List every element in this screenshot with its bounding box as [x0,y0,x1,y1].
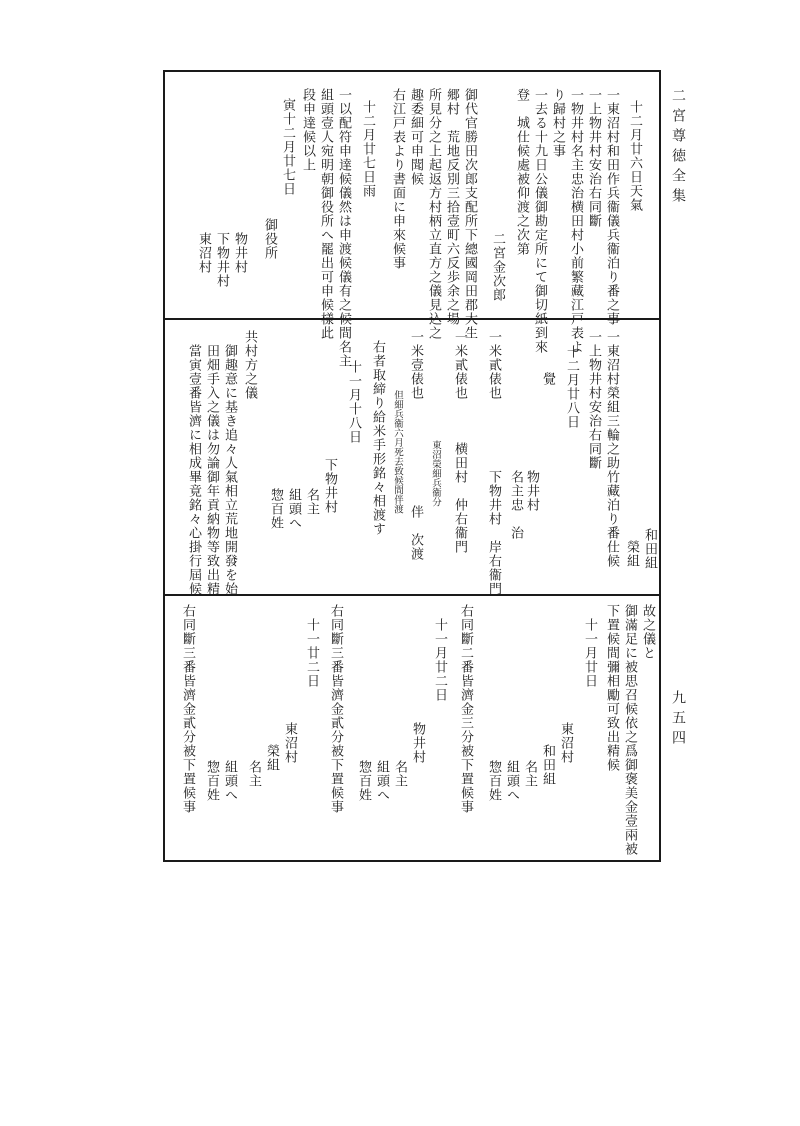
text-column: 十一月十八日 [346,360,361,444]
text-column: 一物井村名主忠治横田村小前繁藏江戸表よ [568,88,583,354]
text-column: 名主 [246,760,261,788]
text-column: 故之儀と [640,604,655,660]
text-column: 一去る十九日公儀御勘定所にて御切紙到來 [532,88,547,354]
text-column: 下物井村 [214,232,229,288]
text-column: 一上物井村安治右同斷 [586,330,601,470]
text-column: 一東沼村榮組三輪之助竹藏泊り番仕候 [604,330,619,568]
text-column: 十一月廿日 [582,618,597,688]
text-column: 右者取締り給米手形銘々相渡す [370,340,385,536]
text-column: 趣委細可申聞候 [408,88,423,186]
text-column: 十一月廿二日 [432,618,447,702]
text-column: 十二月廿七日雨 [360,100,375,198]
section-divider-1 [165,318,659,320]
text-column: 所見分之上起返方村柄立直方之儀見込之 [426,88,441,340]
text-column: 一以配符申達候儀然は申渡候儀有之候間名主 [336,88,351,368]
text-column: 御滿足に被思召候依之爲御褒美金壹兩被 [622,604,637,856]
text-column: 郷村 荒地反別三拾壹町六反歩余之場 [444,88,459,326]
text-column: 御代官勝田次郎支配所下總國岡田郡大生 [462,88,477,340]
text-column: 惣百姓 [268,488,283,530]
text-column: 但細兵衞六月死去致候間伴渡 [392,390,403,514]
text-column: 名主忠 治 [508,470,523,540]
text-column: 名主 [304,488,319,516]
text-column: 和田組 [642,528,657,570]
text-column: 東沼村 [196,232,211,274]
text-column: 右同斷三番皆濟金貳分被下置候事 [180,604,195,814]
text-column: 惣百姓 [486,760,501,802]
text-column: 田畑手入之儀は勿論御年貢納物等致出精 [204,344,219,596]
text-column: 御趣意に基き追々人氣相立荒地開發を始 [222,344,237,596]
text-column: 東沼村 [282,722,297,764]
text-column: 組頭壹人宛明朝御役所へ罷出可申候樣此 [318,88,333,340]
text-column: 伴 次渡 [408,505,423,561]
text-column: 横田村 仲右衞門 [452,442,467,554]
text-column: 段申達候以上 [300,88,315,172]
text-column: 和田組 [540,744,555,786]
text-column: 二宮金次郎 [490,232,505,302]
text-column: 名主 [522,760,537,788]
text-column: 榮組 [264,744,279,772]
text-column: 御役所 [262,218,277,260]
text-column: 物井村 [410,722,425,764]
text-column: 覺 [540,372,555,386]
text-column: り歸村之事 [550,88,565,158]
text-column: 一米壹俵也 [408,330,423,400]
text-column: 當寅壹番皆濟に相成畢竟銘々心掛行屆候 [186,344,201,596]
text-column: 十一廿二日 [304,618,319,688]
text-column: 右江戸表より書面に申來候事 [390,88,405,270]
text-column: 惣百姓 [204,760,219,802]
text-column: 組頭へ [222,760,237,802]
page-number: 九五四 [670,690,686,750]
text-column: 登 城仕候處被仰渡之次第 [514,88,529,256]
text-column: 十二月廿八日 [564,345,579,429]
text-column: 寅十二月廿七日 [280,98,295,196]
text-column: 右同斷二番皆濟金三分被下置候事 [458,604,473,814]
text-column: 共村方之儀 [242,330,257,400]
text-column: 東沼村 [558,722,573,764]
section-divider-2 [165,594,659,596]
text-column: 十二月廿六日天氣 [627,100,642,212]
text-column: 物井村 [232,232,247,274]
text-column: 一東沼村和田作兵衞儀兵衞泊り番之事 [604,88,619,326]
book-title: 二宮尊徳全集 [670,88,686,208]
text-column: 組頭へ [286,488,301,530]
text-column: 一米貳俵也 [452,330,467,400]
text-column: 一米貳俵也 [486,330,501,400]
text-column: 東沼榮細兵衞分 [430,440,441,507]
text-column: 下置候間彌相勵可致出精候 [604,604,619,772]
text-column: 一上物井村安治右同斷 [586,88,601,228]
text-column: 組頭へ [504,760,519,802]
text-column: 下物井村 岸右衞門 [486,470,501,596]
text-column: 物井村 [524,470,539,512]
text-column: 惣百姓 [356,760,371,802]
text-column: 組頭へ [374,760,389,802]
text-column: 名主 [392,760,407,788]
text-column: 下物井村 [322,458,337,514]
text-column: 榮組 [624,540,639,568]
text-column: 右同斷三番皆濟金貳分被下置候事 [328,604,343,814]
